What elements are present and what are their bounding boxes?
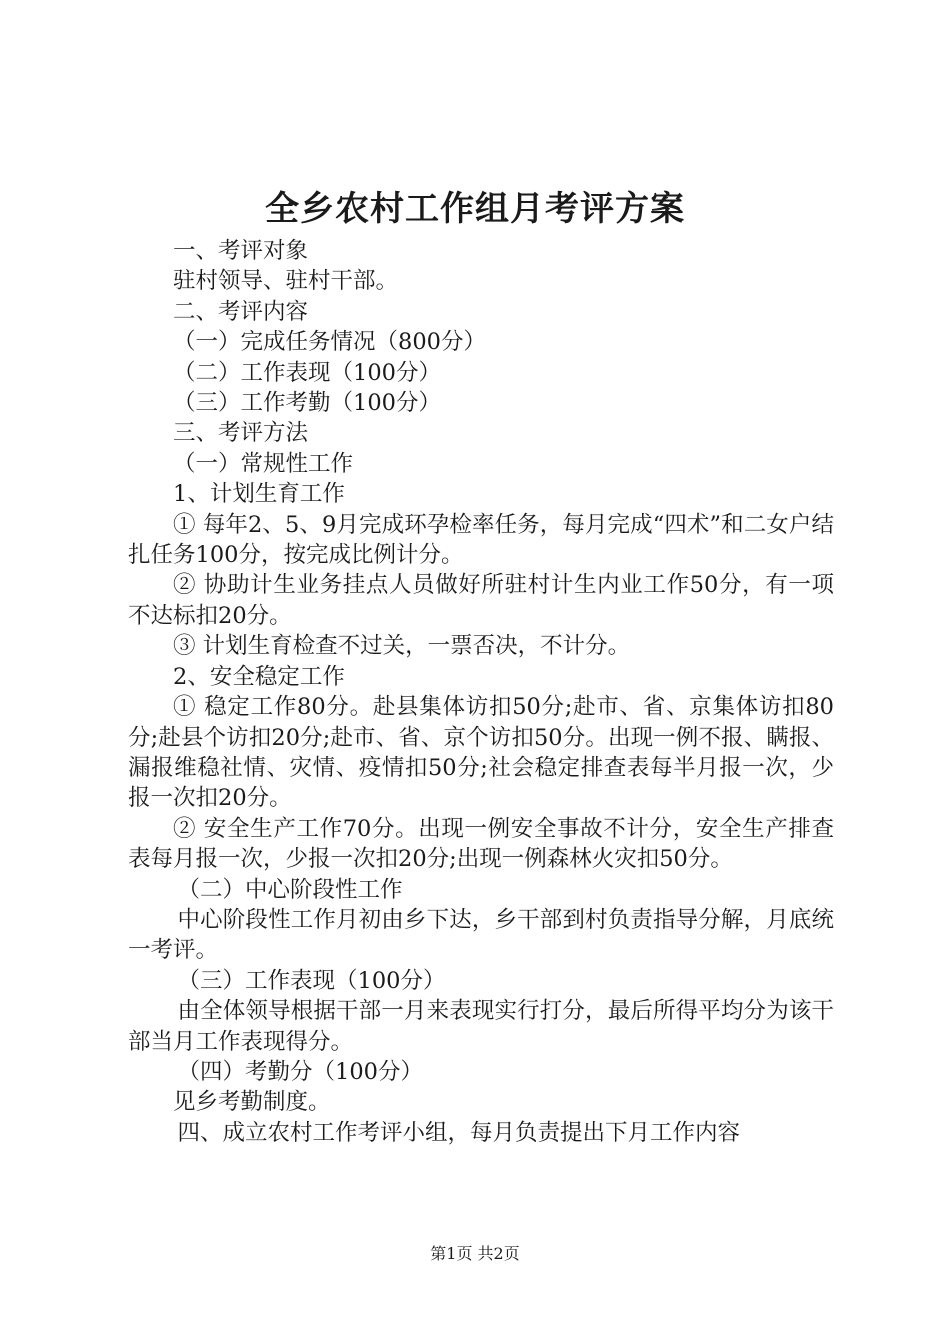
- subsection-heading: （二）工作表现（100分）: [173, 359, 441, 386]
- section-heading: 三、考评方法: [173, 420, 309, 447]
- subsection-heading: （二）中心阶段性工作: [177, 876, 403, 903]
- paragraph: 驻村领导、驻村干部。: [173, 268, 399, 295]
- subsection-heading: （一）常规性工作: [173, 450, 354, 477]
- paragraph: 由全体领导根据干部一月来表现实行打分，最后所得平均分为该干部当月工作表现得分。: [128, 998, 834, 1055]
- item-heading: 1、计划生育工作: [173, 481, 345, 508]
- section-heading: 二、考评内容: [173, 298, 309, 325]
- document-body: [128, 236, 834, 1148]
- paragraph: ② 安全生产工作70分。出现一例安全事故不计分，安全生产排查表每月报一次，少报一次扣20分;出现一例森林火灾扣50分。: [128, 815, 834, 873]
- paragraph: ① 稳定工作80分。赴县集体访扣50分;赴市、省、京集体访扣80分;赴县个访扣20分;赴市、省、京个访扣50分。出现一例不报、瞒报、漏报维稳社情、灾情、疫情扣50分;社会稳定排查表每半月报一次，少报一次扣20分。: [128, 694, 834, 812]
- section-heading: 一、考评对象: [173, 238, 309, 264]
- subsection-heading: （一）完成任务情况（800分）: [173, 329, 486, 356]
- paragraph: 见乡考勤制度。: [173, 1089, 331, 1116]
- subsection-heading: （四）考勤分（100分）: [177, 1058, 423, 1085]
- section-heading: 四、成立农村工作考评小组，每月负责提出下月工作内容: [177, 1119, 741, 1146]
- item-heading: 2、安全稳定工作: [173, 663, 345, 690]
- paragraph: ② 协助计生业务挂点人员做好所驻村计生内业工作50分，有一项不达标扣20分。: [128, 572, 834, 629]
- subsection-heading: （三）工作考勤（100分）: [173, 390, 441, 417]
- subsection-heading: （三）工作表现（100分）: [177, 967, 446, 994]
- paragraph: ③ 计划生育检查不过关，一票否决，不计分。: [173, 633, 631, 660]
- paragraph: ① 每年2、5、9月完成环孕检率任务，每月完成“四术”和二女户结扎任务100分，按完成比例计分。: [128, 511, 834, 569]
- paragraph: 中心阶段性工作月初由乡下达，乡干部到村负责指导分解，月底统一考评。: [128, 906, 834, 964]
- document-title: 全乡农村工作组月考评方案: [265, 189, 685, 229]
- page-footer: 第1页 共2页: [430, 1244, 520, 1263]
